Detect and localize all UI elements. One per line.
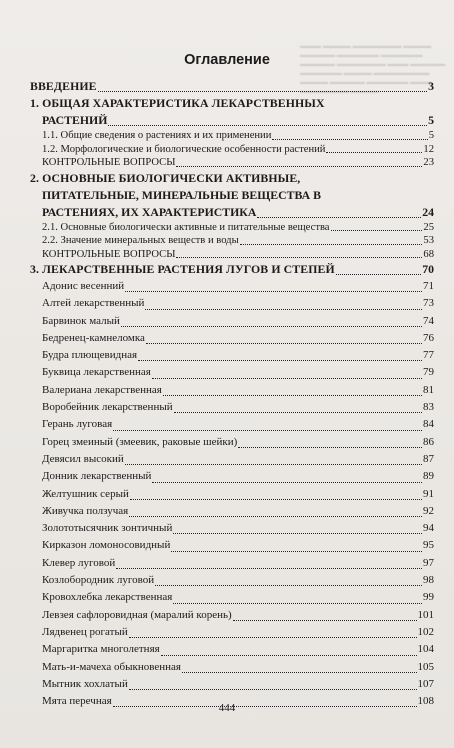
toc-entry: [30, 170, 434, 187]
toc-entry-title: 2.2. Значение минеральных веществ и воды: [42, 235, 239, 246]
toc-entry: [30, 607, 434, 624]
toc-entry-title: Золототысячник зонтичный: [42, 522, 173, 535]
toc-entry-page: 12: [423, 143, 434, 155]
table-of-contents: [30, 78, 434, 710]
toc-entry-title: Мать-и-мачеха обыкновенная: [42, 660, 181, 673]
toc-entry-title: Маргаритка многолетняя: [42, 643, 160, 656]
dot-leader: [174, 412, 422, 413]
toc-entry-page: 95: [423, 539, 434, 552]
toc-entry: [30, 486, 434, 503]
toc-entry-page: 3: [428, 79, 434, 93]
toc-entry-page: 102: [417, 625, 434, 638]
page-number: 444: [218, 702, 236, 714]
toc-entry-page: 76: [423, 331, 434, 344]
dot-leader: [152, 482, 422, 483]
toc-entry: [30, 382, 434, 399]
toc-entry-title: 2. ОСНОВНЫЕ БИОЛОГИЧЕСКИ АКТИВНЫЕ,: [30, 170, 301, 185]
toc-entry-title: Левзея сафлоровидная (маралий корень): [42, 608, 232, 621]
toc-entry-title: Желтушник серый: [42, 487, 129, 500]
toc-entry: [30, 589, 434, 606]
toc-entry-title: РАСТЕНИЯХ, ИХ ХАРАКТЕРИСТИКА: [42, 204, 257, 219]
toc-entry: [30, 248, 434, 262]
toc-entry: [30, 399, 434, 416]
toc-entry: [30, 416, 434, 433]
toc-entry-page: 92: [423, 504, 434, 517]
toc-entry: [30, 187, 434, 204]
dot-leader: [116, 568, 422, 569]
dot-leader: [138, 360, 422, 361]
toc-entry-page: 101: [417, 608, 434, 621]
toc-entry: [30, 537, 434, 554]
dot-leader: [155, 585, 422, 586]
toc-entry-title: ПИТАТЕЛЬНЫЕ, МИНЕРАЛЬНЫЕ ВЕЩЕСТВА В: [42, 187, 321, 202]
toc-entry-page: 87: [423, 452, 434, 465]
bleed-through-text: ▬▬▬ ▬▬▬▬ ▬▬▬▬▬▬▬ ▬▬▬▬ ▬▬▬▬▬ ▬▬▬▬▬▬ ▬▬▬▬▬▬ ▬▬▬▬▬ ▬▬▬▬▬▬▬ ▬▬▬ ▬▬▬▬▬ ▬▬▬▬▬▬ ▬▬▬▬ ▬▬▬▬▬▬▬▬ ▬▬▬▬ ▬▬▬▬▬ ▬▬▬▬▬▬ ▬▬▬ ▬▬▬▬▬▬▬ ▬▬▬▬: [300, 42, 446, 95]
toc-entry-title: Лядвенец рогатый: [42, 625, 128, 638]
toc-entry-page: 25: [423, 221, 434, 233]
toc-entry-page: 71: [423, 280, 434, 292]
toc-heading: Оглавление: [184, 52, 270, 68]
toc-entry: [30, 313, 434, 330]
dot-leader: [171, 551, 422, 552]
dot-leader: [182, 672, 417, 673]
toc-entry-page: 83: [423, 401, 434, 414]
toc-entry-page: 89: [423, 470, 434, 483]
toc-entry-title: Горец змеиный (змеевик, раковые шейки): [42, 435, 238, 448]
toc-entry-title: Адонис весенний: [42, 280, 125, 292]
dot-leader: [257, 217, 421, 218]
toc-entry-title: Кирказон ломоносовидный: [42, 539, 171, 552]
toc-entry: [30, 364, 434, 381]
toc-entry-page: 5: [428, 130, 434, 141]
dot-leader: [233, 620, 417, 621]
toc-entry-page: 104: [417, 643, 434, 656]
toc-entry: [30, 278, 434, 295]
dot-leader: [173, 603, 422, 604]
dot-leader: [152, 378, 422, 379]
toc-entry: [30, 624, 434, 641]
toc-entry-page: 24: [422, 204, 434, 219]
toc-entry-page: 68: [423, 248, 434, 260]
toc-entry-page: 108: [417, 695, 434, 708]
toc-entry-title: Кровохлебка лекарственная: [42, 591, 173, 604]
dot-leader: [108, 125, 427, 126]
toc-entry-page: 98: [423, 574, 434, 587]
dot-leader: [163, 395, 422, 396]
toc-entry: [30, 295, 434, 312]
toc-entry-title: Герань луговая: [42, 418, 113, 431]
toc-entry-title: Воробейник лекарственный: [42, 401, 173, 414]
toc-entry-title: Клевер луговой: [42, 556, 116, 569]
toc-entry: [30, 261, 434, 278]
dot-leader: [129, 689, 417, 690]
toc-entry: [30, 503, 434, 520]
toc-entry-page: 5: [428, 113, 434, 127]
toc-entry: [30, 434, 434, 451]
toc-entry-page: 70: [422, 262, 434, 276]
toc-entry-title: Девясил высокий: [42, 452, 124, 465]
dot-leader: [336, 274, 421, 275]
toc-entry: [30, 221, 434, 235]
dot-leader: [98, 91, 427, 92]
dot-leader: [129, 637, 417, 638]
dot-leader: [238, 447, 422, 448]
toc-entry-title: РАСТЕНИЙ: [42, 113, 108, 127]
toc-entry-page: 86: [423, 435, 434, 448]
toc-entry-page: 74: [423, 314, 434, 327]
dot-leader: [129, 516, 422, 517]
toc-entry-title: 1.1. Общие сведения о растениях и их применении: [42, 130, 272, 141]
toc-entry-page: 97: [423, 556, 434, 569]
dot-leader: [125, 291, 422, 292]
dot-leader: [161, 655, 417, 656]
toc-entry: [30, 555, 434, 572]
toc-entry-page: 105: [417, 660, 434, 673]
toc-entry-title: 1.2. Морфологические и биологические особенности растений: [42, 143, 326, 155]
toc-entry-title: Донник лекарственный: [42, 470, 152, 483]
dot-leader: [130, 499, 422, 500]
toc-entry-title: Будра плющевидная: [42, 349, 138, 362]
toc-entry-title: Козлобородник луговой: [42, 574, 155, 587]
toc-entry: [30, 112, 434, 129]
toc-entry: [30, 676, 434, 693]
dot-leader: [176, 166, 422, 167]
dot-leader: [113, 430, 422, 431]
toc-entry-title: Бедренец-камнеломка: [42, 331, 145, 344]
toc-entry: [30, 234, 434, 248]
toc-entry-page: 91: [423, 487, 434, 500]
toc-entry: [30, 572, 434, 589]
toc-entry-title: Живучка ползучая: [42, 504, 129, 517]
toc-entry-page: 94: [423, 522, 434, 535]
toc-entry-title: 1. ОБЩАЯ ХАРАКТЕРИСТИКА ЛЕКАРСТВЕННЫХ: [30, 96, 325, 110]
toc-entry-page: 73: [423, 297, 434, 310]
toc-entry-title: Мята перечная: [42, 695, 112, 708]
toc-entry: [30, 641, 434, 658]
toc-entry-page: 77: [423, 349, 434, 362]
dot-leader: [145, 309, 422, 310]
dot-leader: [173, 533, 422, 534]
toc-entry: [30, 659, 434, 676]
toc-entry: [30, 204, 434, 221]
toc-entry-page: 107: [417, 677, 434, 690]
toc-entry: [30, 520, 434, 537]
toc-entry: [30, 330, 434, 347]
toc-entry: [30, 143, 434, 157]
toc-entry-title: ВВЕДЕНИЕ: [30, 79, 97, 93]
dot-leader: [125, 464, 422, 465]
toc-entry: [30, 129, 434, 143]
toc-entry-title: 2.1. Основные биологически активные и питательные вещества: [42, 221, 330, 233]
toc-entry-page: 99: [423, 591, 434, 604]
dot-leader: [146, 343, 422, 344]
toc-entry-title: Алтей лекарственный: [42, 297, 145, 310]
toc-entry: [30, 78, 434, 95]
toc-entry-page: 53: [423, 235, 434, 246]
toc-entry-page: 79: [423, 366, 434, 379]
toc-entry: [30, 451, 434, 468]
toc-entry-title: Мытник хохлатый: [42, 677, 128, 690]
dot-leader: [176, 257, 422, 258]
toc-entry-title: Валериана лекарственная: [42, 383, 162, 396]
dot-leader: [326, 152, 422, 153]
toc-entry-page: 81: [423, 383, 434, 396]
toc-entry-title: КОНТРОЛЬНЫЕ ВОПРОСЫ: [42, 157, 176, 168]
toc-entry-title: Барвинок малый: [42, 314, 120, 327]
toc-entry-title: КОНТРОЛЬНЫЕ ВОПРОСЫ: [42, 248, 176, 260]
dot-leader: [331, 230, 423, 231]
dot-leader: [272, 139, 427, 140]
toc-entry: [30, 95, 434, 112]
toc-entry-title: Буквица лекарственная: [42, 366, 151, 379]
toc-entry: [30, 347, 434, 364]
toc-entry-page: 23: [423, 157, 434, 168]
dot-leader: [121, 326, 422, 327]
dot-leader: [240, 244, 423, 245]
toc-entry: [30, 156, 434, 170]
toc-entry: [30, 468, 434, 485]
toc-entry-page: 84: [423, 418, 434, 431]
toc-entry-title: 3. ЛЕКАРСТВЕННЫЕ РАСТЕНИЯ ЛУГОВ И СТЕПЕЙ: [30, 262, 335, 276]
